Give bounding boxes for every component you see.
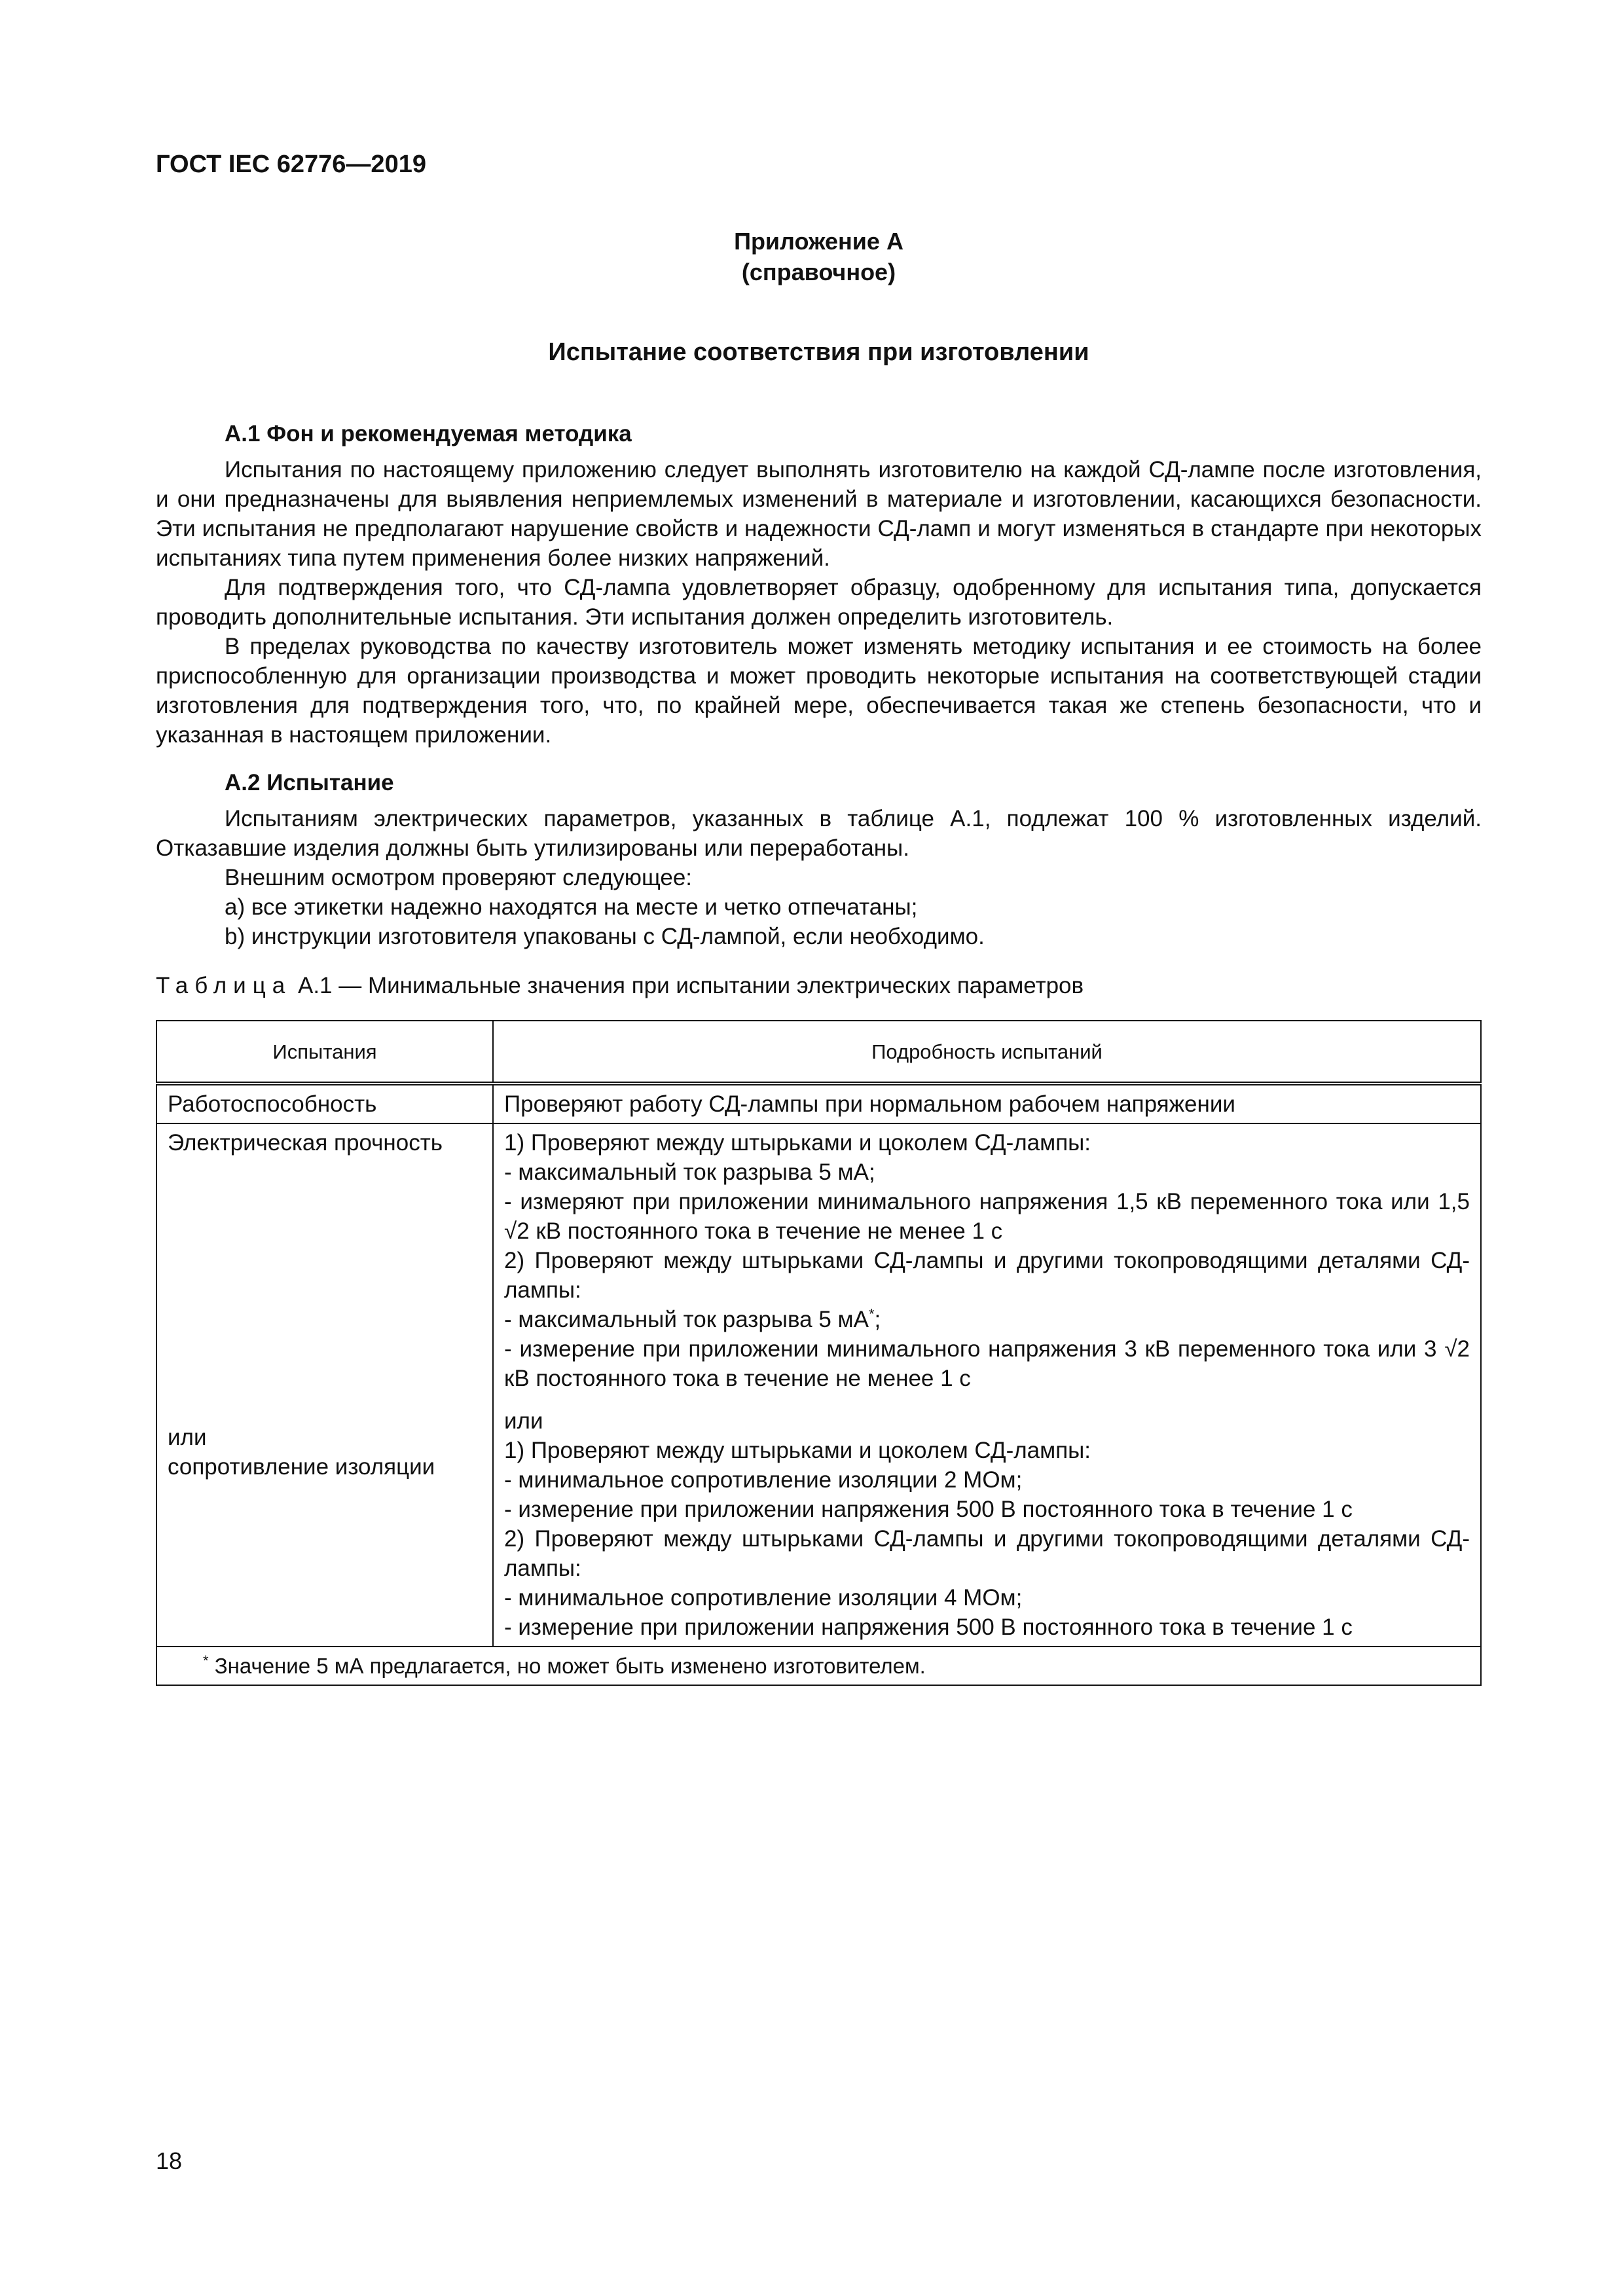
section-a2-heading: А.2 Испытание [225, 770, 394, 795]
requirements-table [156, 1020, 1482, 1686]
detail-line: - измеряют при приложении минимального напряжения 1,5 кВ переменного тока или 1,5 √2 кВ постоянного тока в течение не менее 1 с [504, 1189, 1470, 1244]
list-item: b) инструкции изготовителя упакованы с СД-лампой, если необходимо. [225, 924, 985, 949]
appendix-kind: (справочное) [741, 259, 896, 285]
detail-text: ; [874, 1307, 881, 1332]
test-name-line: или [168, 1425, 207, 1450]
paragraph: Внешним осмотром проверяют следующее: [225, 865, 693, 890]
document-id: ГОСТ IEC 62776—2019 [156, 151, 426, 178]
section-title: Испытание соответствия при изготовлении [548, 338, 1089, 366]
body-text [156, 419, 1482, 1686]
test-detail-cell [493, 1123, 1481, 1647]
paragraph: Для подтверждения того, что СД-лампа удовлетворяет образцу, одобренному для испытания типа, допускается проводить дополнительные испытания. Эти испытания должен определить изготовитель. [156, 575, 1482, 630]
list-item: a) все этикетки надежно находятся на месте и четко отпечатаны; [225, 894, 918, 920]
detail-line: 2) Проверяют между штырьками СД-лампы и другими токопроводящими деталями СД-лампы: [504, 1248, 1470, 1303]
table-caption-label: Таблица [156, 973, 292, 998]
test-name-cell: Работоспособность [156, 1084, 493, 1123]
table-header-row [156, 1021, 1481, 1084]
cell-gap [504, 1393, 1470, 1406]
detail-line [504, 1305, 1470, 1334]
table-row [156, 1123, 1481, 1647]
detail-line: - измерение при приложении напряжения 500 В постоянного тока в течение 1 с [504, 1614, 1353, 1640]
paragraph: В пределах руководства по качеству изготовитель может изменять методику испытания и ее стоимость на более приспособленную для организации производства и может проводить некоторые испытания на соответствующей стадии изготовления для подтверждения того, что, по крайней мере, обеспечивается такая же степень безопасности, что и указанная в настоящем приложении. [156, 634, 1482, 748]
detail-line: - минимальное сопротивление изоляции 2 МОм; [504, 1467, 1023, 1493]
detail-line: 1) Проверяют между штырьками и цоколем СД-лампы: [504, 1438, 1091, 1463]
appendix-title: Приложение А [734, 228, 903, 255]
footnote-marker: * [868, 1305, 875, 1322]
detail-line: или [504, 1408, 543, 1434]
test-name-line: сопротивление изоляции [168, 1454, 435, 1480]
cell-spacer [168, 1157, 482, 1423]
table-footnote-row [156, 1647, 1481, 1685]
appendix-heading [156, 226, 1482, 287]
table-caption-text: А.1 — Минимальные значения при испытании электрических параметров [297, 973, 1084, 998]
detail-line: 1) Проверяют между штырьками и цоколем СД-лампы: [504, 1130, 1091, 1156]
section-a1-heading: А.1 Фон и рекомендуемая методика [225, 421, 632, 446]
test-name-line: Электрическая прочность [168, 1130, 443, 1156]
detail-line: - минимальное сопротивление изоляции 4 МОм; [504, 1585, 1023, 1611]
footnote-text: Значение 5 мА предлагается, но может быть изменено изготовителем. [208, 1654, 926, 1678]
header-cell-details: Подробность испытаний [493, 1021, 1481, 1084]
table-row [156, 1084, 1481, 1123]
detail-text: - максимальный ток разрыва 5 мА [504, 1307, 869, 1332]
table-footnote [156, 1647, 1481, 1685]
table-caption [156, 971, 1482, 1000]
detail-line: - измерение при приложении напряжения 500 В постоянного тока в течение 1 с [504, 1497, 1353, 1522]
paragraph: Испытания по настоящему приложению следует выполнять изготовителю на каждой СД-лампе после изготовления, и они предназначены для выявления неприемлемых изменений в материале и изготовлении, касающихся безопасности. Эти испытания не предполагают нарушение свойств и надежности СД-ламп и могут изменяться в стандарте при некоторых испытаниях типа путем применения более низких напряжений. [156, 457, 1482, 571]
footnote-marker: * [203, 1652, 209, 1669]
page-number: 18 [156, 2147, 183, 2174]
paragraph: Испытаниям электрических параметров, указанных в таблице А.1, подлежат 100 % изготовленных изделий. Отказавшие изделия должны быть утилизированы или переработаны. [156, 806, 1482, 861]
detail-line: - максимальный ток разрыва 5 мА; [504, 1159, 875, 1185]
detail-line: - измерение при приложении минимального напряжения 3 кВ переменного тока или 3 √2 кВ постоянного тока в течение не менее 1 с [504, 1336, 1470, 1391]
test-name-cell [156, 1123, 493, 1647]
header-cell-tests: Испытания [156, 1021, 493, 1084]
test-detail-cell: Проверяют работу СД-лампы при нормальном рабочем напряжении [493, 1084, 1481, 1123]
detail-line: 2) Проверяют между штырьками СД-лампы и другими токопроводящими деталями СД-лампы: [504, 1526, 1470, 1581]
